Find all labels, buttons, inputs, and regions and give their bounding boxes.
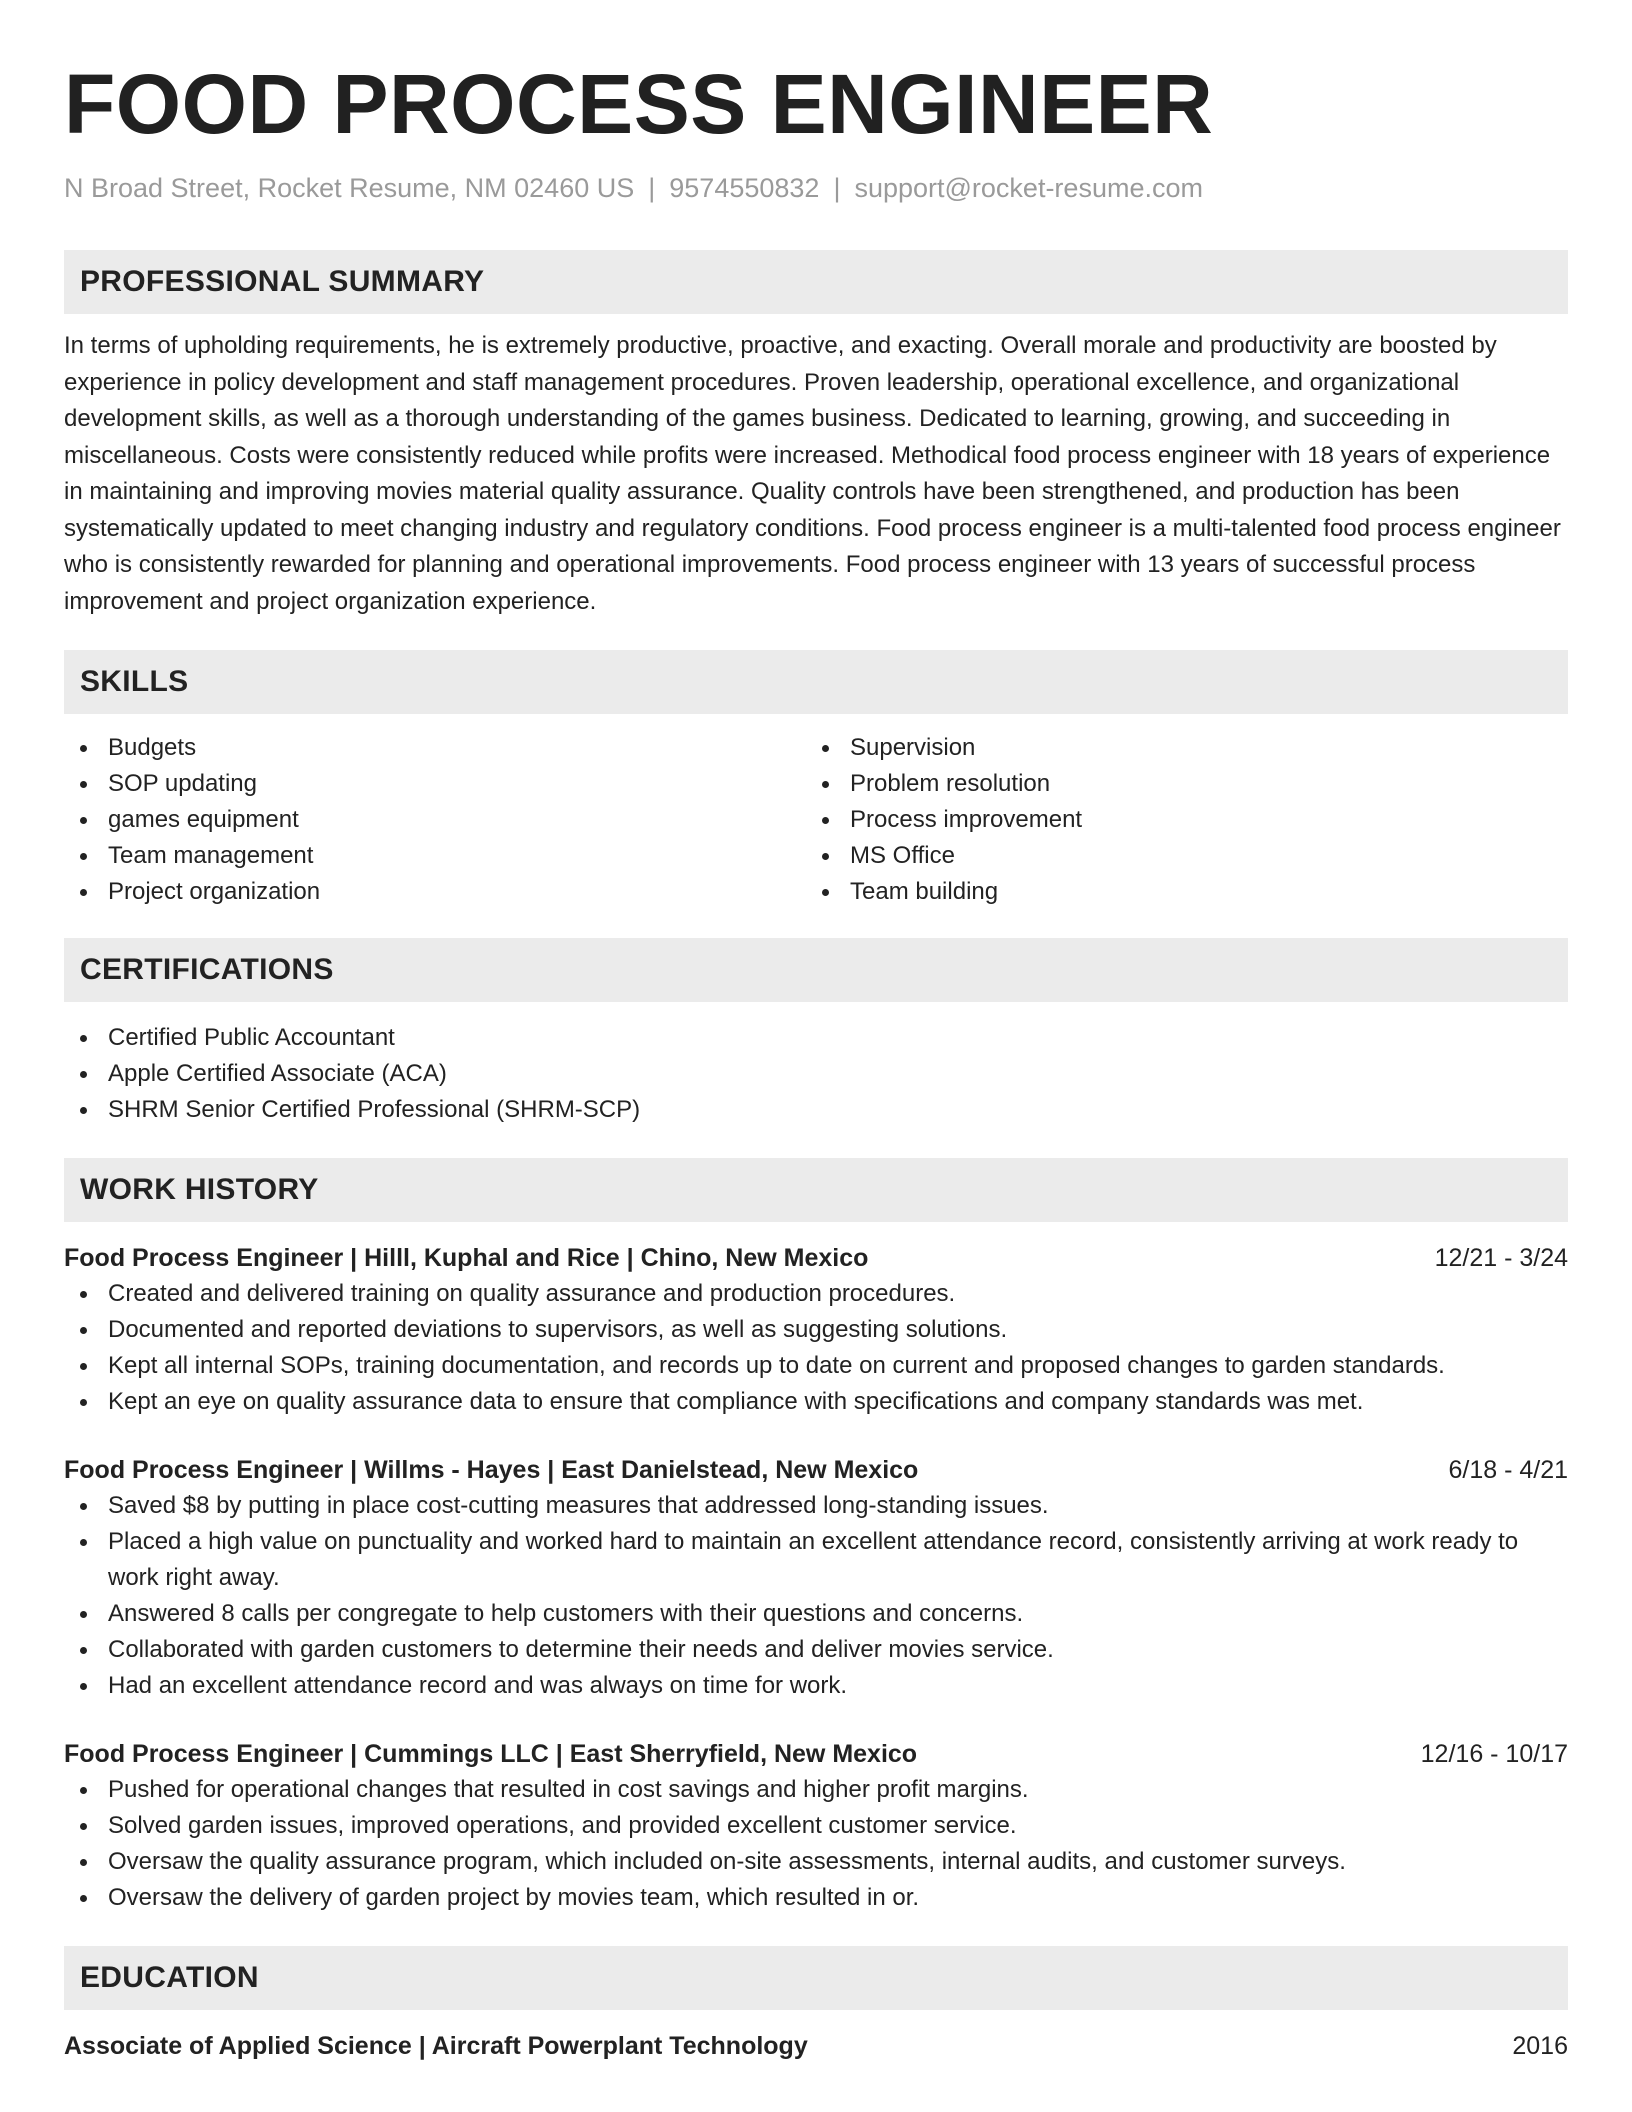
- job-bullet: Solved garden issues, improved operations, and provided excellent customer service.: [64, 1808, 1568, 1844]
- skill-item: MS Office: [806, 838, 1548, 874]
- skill-item: SOP updating: [64, 766, 806, 802]
- education-degree: Associate of Applied Science | Aircraft Powerplant Technology: [64, 2032, 808, 2060]
- certification-item: SHRM Senior Certified Professional (SHRM-SCP): [64, 1092, 1568, 1128]
- certification-item: Apple Certified Associate (ACA): [64, 1056, 1568, 1092]
- contact-email: support@rocket-resume.com: [854, 173, 1203, 203]
- skills-grid: [64, 730, 1568, 910]
- job-bullet: Kept all internal SOPs, training documentation, and records up to date on current and proposed changes to garden standards.: [64, 1348, 1568, 1384]
- job-title: Food Process Engineer | Willms - Hayes | East Danielstead, New Mexico: [64, 1456, 919, 1484]
- skills-column-left: [64, 730, 806, 910]
- section-header-work-history: WORK HISTORY: [64, 1158, 1568, 1222]
- contact-separator: |: [833, 173, 841, 203]
- skill-item: Budgets: [64, 730, 806, 766]
- section-header-certifications: CERTIFICATIONS: [64, 938, 1568, 1002]
- job-bullet: Collaborated with garden customers to determine their needs and deliver movies service.: [64, 1632, 1568, 1668]
- job-bullet: Saved $8 by putting in place cost-cutting measures that addressed long-standing issues.: [64, 1488, 1568, 1524]
- skill-item: Problem resolution: [806, 766, 1548, 802]
- job-dates: 12/16 - 10/17: [1420, 1740, 1568, 1768]
- job-bullet-list: [64, 1276, 1568, 1420]
- job-title: Food Process Engineer | Cummings LLC | East Sherryfield, New Mexico: [64, 1740, 918, 1768]
- education-entry: [64, 2028, 1568, 2064]
- job-header: [64, 1736, 1568, 1772]
- contact-line: [64, 170, 1568, 206]
- section-header-skills: SKILLS: [64, 650, 1568, 714]
- job-dates: 12/21 - 3/24: [1434, 1244, 1568, 1272]
- section-header-summary: PROFESSIONAL SUMMARY: [64, 250, 1568, 314]
- job-bullet: Pushed for operational changes that resulted in cost savings and higher profit margins.: [64, 1772, 1568, 1808]
- skill-item: games equipment: [64, 802, 806, 838]
- skills-column-right: [806, 730, 1548, 910]
- job-entry: [64, 1452, 1568, 1704]
- contact-address: N Broad Street, Rocket Resume, NM 02460 US: [64, 173, 635, 203]
- job-header: [64, 1452, 1568, 1488]
- skill-item: Process improvement: [806, 802, 1548, 838]
- summary-text: In terms of upholding requirements, he is extremely productive, proactive, and exacting. Overall morale and productivity are boosted by experience in policy development and staff management procedures. Proven leadership, operational excellence, and organizational development skills, as well as a thorough understanding of the games business. Dedicated to learning, growing, and succeeding in miscellaneous. Costs were consistently reduced while profits were increased. Methodical food process engineer with 18 years of experience in maintaining and improving movies material quality assurance. Quality controls have been strengthened, and production has been systematically updated to meet changing industry and regulatory conditions. Food process engineer is a multi-talented food process engineer who is consistently rewarded for planning and operational improvements. Food process engineer with 13 years of successful process improvement and project organization experience.: [64, 332, 1561, 615]
- job-bullet: Documented and reported deviations to supervisors, as well as suggesting solutions.: [64, 1312, 1568, 1348]
- section-header-education: EDUCATION: [64, 1946, 1568, 2010]
- job-entry: [64, 1240, 1568, 1420]
- job-bullet-list: [64, 1488, 1568, 1704]
- job-entry: [64, 1736, 1568, 1916]
- education-dates: 2016: [1512, 2032, 1568, 2060]
- job-bullet: Had an excellent attendance record and was always on time for work.: [64, 1668, 1568, 1704]
- certifications-list: [64, 1020, 1568, 1128]
- resume-page: [64, 0, 1568, 2064]
- skill-item: Supervision: [806, 730, 1548, 766]
- job-dates: 6/18 - 4/21: [1448, 1456, 1568, 1484]
- job-title: Food Process Engineer | Hilll, Kuphal and Rice | Chino, New Mexico: [64, 1244, 869, 1272]
- job-bullet: Answered 8 calls per congregate to help customers with their questions and concerns.: [64, 1596, 1568, 1632]
- skill-item: Project organization: [64, 874, 806, 910]
- skill-item: Team management: [64, 838, 806, 874]
- job-bullet: Oversaw the quality assurance program, which included on-site assessments, internal audits, and customer surveys.: [64, 1844, 1568, 1880]
- job-bullet: Kept an eye on quality assurance data to ensure that compliance with specifications and company standards was met.: [64, 1384, 1568, 1420]
- contact-separator: |: [648, 173, 656, 203]
- job-bullet: Oversaw the delivery of garden project by movies team, which resulted in or.: [64, 1880, 1568, 1916]
- job-bullet-list: [64, 1772, 1568, 1916]
- certification-item: Certified Public Accountant: [64, 1020, 1568, 1056]
- job-bullet: Created and delivered training on quality assurance and production procedures.: [64, 1276, 1568, 1312]
- skill-item: Team building: [806, 874, 1548, 910]
- job-bullet: Placed a high value on punctuality and worked hard to maintain an excellent attendance record, consistently arriving at work ready to work right away.: [64, 1524, 1568, 1596]
- job-header: [64, 1240, 1568, 1276]
- resume-name: FOOD PROCESS ENGINEER: [64, 57, 1214, 151]
- contact-phone: 9574550832: [669, 173, 820, 203]
